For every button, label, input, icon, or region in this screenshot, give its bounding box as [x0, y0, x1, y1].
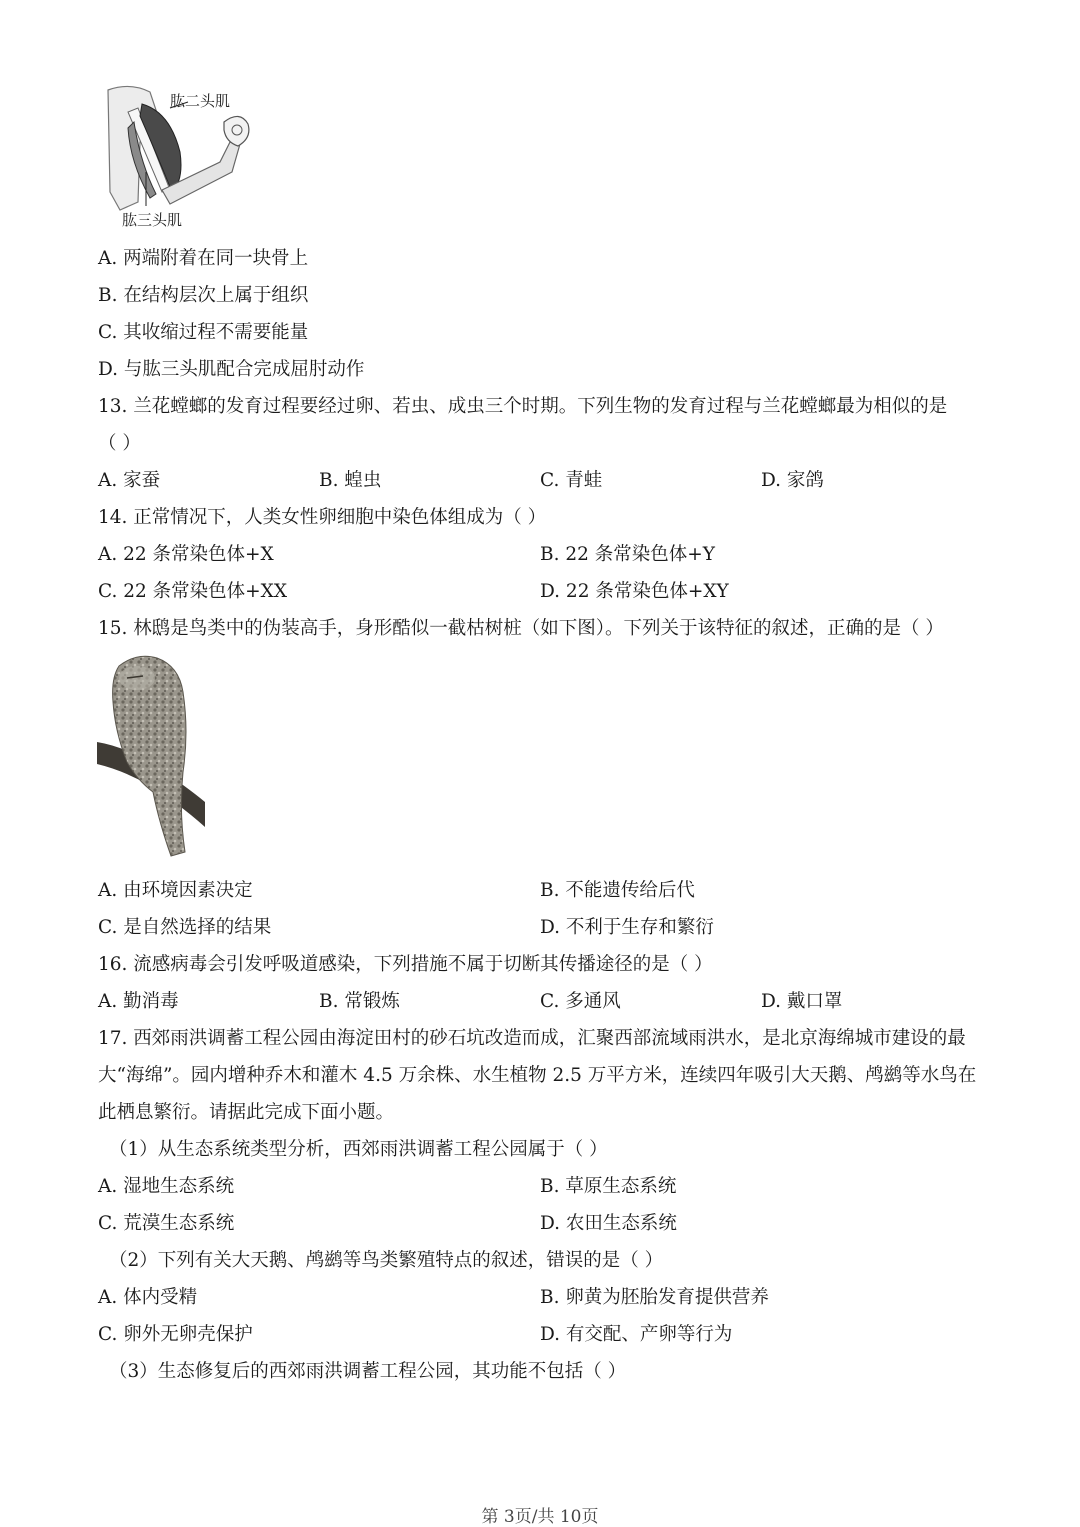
- q17-sub2-option-b[interactable]: B. 卵黄为胚胎发育提供营养: [540, 1287, 769, 1308]
- q12-option-c[interactable]: C. 其收缩过程不需要能量: [98, 322, 309, 343]
- q17-sub1-option-b[interactable]: B. 草原生态系统: [540, 1176, 677, 1197]
- q12-option-d[interactable]: D. 与肱三头肌配合完成屈肘动作: [98, 359, 365, 380]
- q15-option-c[interactable]: C. 是自然选择的结果: [98, 917, 272, 938]
- q17-sub1-option-d[interactable]: D. 农田生态系统: [540, 1213, 677, 1234]
- q17-sub2-option-d[interactable]: D. 有交配、产卵等行为: [540, 1324, 733, 1345]
- q17-sub2-stem: （2）下列有关大天鹅、鸬鹚等鸟类繁殖特点的叙述，错误的是（ ）: [109, 1250, 664, 1271]
- q17-sub1-option-a[interactable]: A. 湿地生态系统: [98, 1176, 235, 1197]
- q17-sub2-option-c[interactable]: C. 卵外无卵壳保护: [98, 1324, 253, 1345]
- triceps-label: 肱三头肌: [122, 211, 183, 229]
- q16-option-d[interactable]: D. 戴口罩: [761, 991, 843, 1012]
- q13-option-c[interactable]: C. 青蛙: [540, 470, 603, 491]
- q13-stem-bracket: （ ）: [98, 433, 141, 454]
- q17-stem-line-3: 此栖息繁衍。请据此完成下面小题。: [98, 1102, 395, 1123]
- q12-option-b[interactable]: B. 在结构层次上属于组织: [98, 285, 309, 306]
- q17-stem-line-2: 大“海绵”。园内增种乔木和灌木 4.5 万余株、水生植物 2.5 万平方米，连续四年吸引大天鹅、鸬鹚等水鸟在: [98, 1065, 977, 1086]
- q17-sub1-option-c[interactable]: C. 荒漠生态系统: [98, 1213, 235, 1234]
- q17-sub2-option-a[interactable]: A. 体内受精: [98, 1287, 198, 1308]
- arm-muscle-figure: [100, 82, 260, 232]
- q16-option-b[interactable]: B. 常锻炼: [319, 991, 400, 1012]
- q14-option-b[interactable]: B. 22 条常染色体+Y: [540, 544, 715, 565]
- q16-stem: 16. 流感病毒会引发呼吸道感染，下列措施不属于切断其传播途径的是（ ）: [98, 954, 713, 975]
- fist: [224, 116, 249, 146]
- q14-option-c[interactable]: C. 22 条常染色体+XX: [98, 581, 288, 602]
- q14-stem: 14. 正常情况下，人类女性卵细胞中染色体组成为（ ）: [98, 507, 547, 528]
- q16-option-a[interactable]: A. 勤消毒: [98, 991, 179, 1012]
- q17-sub1-stem: （1）从生态系统类型分析，西郊雨洪调蓄工程公园属于（ ）: [109, 1139, 608, 1160]
- q16-option-c[interactable]: C. 多通风: [540, 991, 621, 1012]
- q17-stem-line-1: 17. 西郊雨洪调蓄工程公园由海淀田村的砂石坑改造而成，汇聚西部流域雨洪水，是北京海绵城市建设的最: [98, 1028, 966, 1049]
- q15-option-a[interactable]: A. 由环境因素决定: [98, 880, 253, 901]
- q13-option-a[interactable]: A. 家蚕: [98, 470, 161, 491]
- q12-option-a[interactable]: A. 两端附着在同一块骨上: [98, 248, 309, 269]
- q14-option-d[interactable]: D. 22 条常染色体+XY: [540, 581, 729, 602]
- q15-stem: 15. 林鸱是鸟类中的伪装高手，身形酷似一截枯树桩（如下图）。下列关于该特征的叙述，正确的是（ ）: [98, 618, 944, 639]
- biceps-label: 肱二头肌: [170, 92, 231, 110]
- page-footer: 第 3页/共 10页: [481, 1507, 599, 1527]
- q13-stem: 13. 兰花螳螂的发育过程要经过卵、若虫、成虫三个时期。下列生物的发育过程与兰花螳螂最为相似的是: [98, 396, 948, 417]
- q13-option-d[interactable]: D. 家鸽: [761, 470, 824, 491]
- q14-option-a[interactable]: A. 22 条常染色体+X: [98, 544, 274, 565]
- potoo-bird-figure: [97, 652, 207, 858]
- q13-option-b[interactable]: B. 蝗虫: [319, 470, 382, 491]
- q17-sub3-stem: （3）生态修复后的西郊雨洪调蓄工程公园，其功能不包括（ ）: [109, 1361, 627, 1382]
- q15-option-b[interactable]: B. 不能遗传给后代: [540, 880, 695, 901]
- q15-option-d[interactable]: D. 不利于生存和繁衍: [540, 917, 714, 938]
